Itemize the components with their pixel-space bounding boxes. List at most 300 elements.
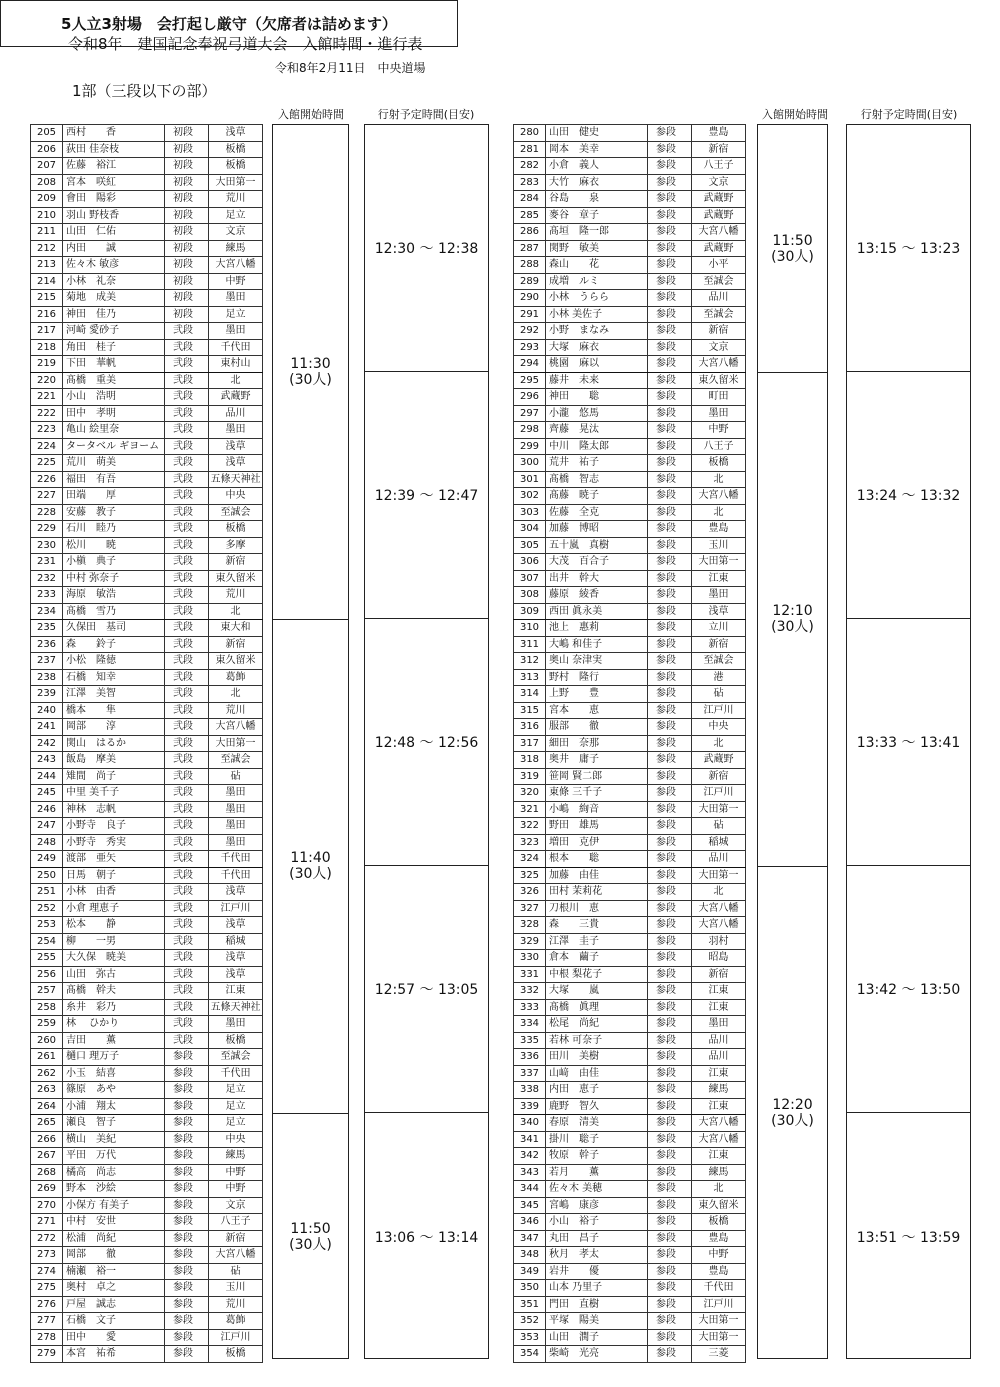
club: 文京 (209, 1197, 263, 1214)
club: 北 (209, 686, 263, 703)
table-row (31, 603, 263, 620)
table-row (31, 1214, 263, 1231)
table-row (31, 1164, 263, 1181)
rank: 弐段 (165, 884, 209, 901)
table-row (31, 653, 263, 670)
archer-name: 菊地 成美 (63, 290, 165, 307)
club: 板橋 (692, 1214, 746, 1231)
archer-name: 森山 花 (546, 257, 648, 274)
entry-number: 216 (31, 306, 63, 323)
entry-number: 317 (514, 735, 546, 752)
club: 品川 (692, 290, 746, 307)
club: 練馬 (209, 240, 263, 257)
table-row (514, 1296, 746, 1313)
club: 中野 (692, 1247, 746, 1264)
entry-header-right: 入館開始時間 (762, 108, 828, 121)
roster-table-right (513, 124, 746, 1363)
rank: 参段 (648, 372, 692, 389)
table-row (31, 1197, 263, 1214)
rank: 参段 (165, 1148, 209, 1165)
archer-name: 岡部 徹 (63, 1247, 165, 1264)
rank: 参段 (648, 785, 692, 802)
rank: 弐段 (165, 455, 209, 472)
archer-name: 宮本 咲紅 (63, 174, 165, 191)
archer-name: 松浦 尚紀 (63, 1230, 165, 1247)
entry-number: 236 (31, 636, 63, 653)
archer-name: 野田 雄馬 (546, 818, 648, 835)
table-row (514, 966, 746, 983)
club: 武蔵野 (692, 240, 746, 257)
entry-divider (273, 1113, 348, 1114)
rank: 参段 (648, 1181, 692, 1198)
rank: 参段 (648, 1098, 692, 1115)
club: 新宿 (692, 768, 746, 785)
entry-number: 301 (514, 471, 546, 488)
archer-name: 小嶋 絢音 (546, 801, 648, 818)
entry-number: 318 (514, 752, 546, 769)
archer-name: 藤井 未来 (546, 372, 648, 389)
rank: 参段 (648, 273, 692, 290)
archer-name: 髙垣 隆一郎 (546, 224, 648, 241)
entry-number: 313 (514, 669, 546, 686)
entry-number: 345 (514, 1197, 546, 1214)
entry-number: 246 (31, 801, 63, 818)
rank: 弐段 (165, 702, 209, 719)
archer-name: 岩井 優 (546, 1263, 648, 1280)
club: 至誠会 (209, 752, 263, 769)
archer-name: 大塚 麻衣 (546, 339, 648, 356)
table-row (514, 405, 746, 422)
rank: 参段 (648, 1032, 692, 1049)
rank: 参段 (648, 422, 692, 439)
club: 至誠会 (209, 504, 263, 521)
entry-divider (273, 619, 348, 620)
club: 足立 (209, 1115, 263, 1132)
club: 至誠会 (692, 273, 746, 290)
rank: 弐段 (165, 966, 209, 983)
archer-name: 門田 直樹 (546, 1296, 648, 1313)
archer-name: 山田 弥古 (63, 966, 165, 983)
rank: 初段 (165, 240, 209, 257)
entry-number: 274 (31, 1263, 63, 1280)
table-row (514, 1230, 746, 1247)
club: 板橋 (692, 455, 746, 472)
club: 東大和 (209, 620, 263, 637)
club: 千代田 (209, 1065, 263, 1082)
entry-number: 209 (31, 191, 63, 208)
archer-name: 中里 美千子 (63, 785, 165, 802)
club: 新宿 (209, 636, 263, 653)
rank: 参段 (648, 240, 692, 257)
entry-number: 305 (514, 537, 546, 554)
rank: 初段 (165, 306, 209, 323)
club: 江東 (692, 983, 746, 1000)
rank: 初段 (165, 290, 209, 307)
rank: 参段 (648, 735, 692, 752)
table-row (31, 1049, 263, 1066)
club: 葛飾 (209, 669, 263, 686)
rank: 参段 (165, 1049, 209, 1066)
rank: 参段 (648, 207, 692, 224)
archer-name: 橋本 隼 (63, 702, 165, 719)
entry-number: 242 (31, 735, 63, 752)
archer-name: 谷島 泉 (546, 191, 648, 208)
table-row (31, 273, 263, 290)
table-row (514, 1098, 746, 1115)
table-row (514, 735, 746, 752)
rank: 弐段 (165, 521, 209, 538)
entry-number: 230 (31, 537, 63, 554)
club: 板橋 (209, 1032, 263, 1049)
entry-number: 250 (31, 867, 63, 884)
table-row (514, 686, 746, 703)
rank: 参段 (648, 702, 692, 719)
table-row (31, 422, 263, 439)
archer-name: 篠原 あや (63, 1082, 165, 1099)
entry-number: 277 (31, 1313, 63, 1330)
table-row (514, 554, 746, 571)
entry-number: 311 (514, 636, 546, 653)
rank: 弐段 (165, 933, 209, 950)
club: 大田第一 (692, 554, 746, 571)
shoot-time: 12:48 ～ 12:56 (374, 735, 479, 752)
table-row (514, 125, 746, 142)
rank: 弐段 (165, 636, 209, 653)
rank: 参段 (648, 1049, 692, 1066)
table-row (31, 372, 263, 389)
archer-name: 掛川 聡子 (546, 1131, 648, 1148)
table-row (514, 669, 746, 686)
archer-name: 小瀧 悠馬 (546, 405, 648, 422)
table-row (31, 669, 263, 686)
club: 練馬 (209, 1148, 263, 1165)
archer-name: 日馬 朝子 (63, 867, 165, 884)
table-row (514, 422, 746, 439)
rank: 参段 (165, 1115, 209, 1132)
entry-number: 225 (31, 455, 63, 472)
archer-name: 中村 安世 (63, 1214, 165, 1231)
archer-name: 若林 可奈子 (546, 1032, 648, 1049)
archer-name: 小倉 義人 (546, 158, 648, 175)
rank: 参段 (165, 1197, 209, 1214)
rank: 弐段 (165, 471, 209, 488)
entry-number: 260 (31, 1032, 63, 1049)
rank: 弐段 (165, 818, 209, 835)
rank: 参段 (165, 1263, 209, 1280)
rank: 弐段 (165, 801, 209, 818)
shoot-time-block (847, 619, 970, 866)
shoot-column-right (846, 124, 971, 1359)
entry-number: 227 (31, 488, 63, 505)
club: 北 (209, 603, 263, 620)
table-row (31, 785, 263, 802)
table-row (514, 1197, 746, 1214)
rank: 参段 (648, 950, 692, 967)
entry-number: 309 (514, 603, 546, 620)
club: 浅草 (209, 966, 263, 983)
entry-number: 269 (31, 1181, 63, 1198)
entry-number: 341 (514, 1131, 546, 1148)
rank: 参段 (648, 686, 692, 703)
entry-number: 247 (31, 818, 63, 835)
entry-number: 326 (514, 884, 546, 901)
rank: 参段 (648, 933, 692, 950)
club: 文京 (209, 224, 263, 241)
rank: 参段 (165, 1247, 209, 1264)
table-row (514, 1263, 746, 1280)
rank: 参段 (648, 1247, 692, 1264)
club: 大田第一 (209, 735, 263, 752)
club: 千代田 (692, 1280, 746, 1297)
archer-name: 福田 有吾 (63, 471, 165, 488)
table-row (514, 851, 746, 868)
rank: 弐段 (165, 405, 209, 422)
club: 三菱 (692, 1346, 746, 1363)
table-row (514, 339, 746, 356)
archer-name: 春原 清美 (546, 1115, 648, 1132)
entry-number: 263 (31, 1082, 63, 1099)
table-row (31, 1313, 263, 1330)
archer-name: 麥谷 章子 (546, 207, 648, 224)
table-row (31, 1032, 263, 1049)
shoot-time: 12:30 ～ 12:38 (374, 241, 479, 258)
table-row (31, 290, 263, 307)
club: 東村山 (209, 356, 263, 373)
club: 文京 (692, 339, 746, 356)
club: 大宮八幡 (209, 257, 263, 274)
entry-count: (30人) (289, 866, 332, 883)
archer-name: 岡本 美幸 (546, 141, 648, 158)
club: 品川 (692, 851, 746, 868)
club: 豊島 (692, 1230, 746, 1247)
archer-name: 丸田 昌子 (546, 1230, 648, 1247)
archer-name: 本宮 祐希 (63, 1346, 165, 1363)
entry-number: 335 (514, 1032, 546, 1049)
table-row (514, 1164, 746, 1181)
entry-number: 257 (31, 983, 63, 1000)
table-row (514, 224, 746, 241)
archer-name: 柴崎 光亮 (546, 1346, 648, 1363)
archer-name: 小保方 有美子 (63, 1197, 165, 1214)
club: 大宮八幡 (692, 1115, 746, 1132)
shoot-time: 13:06 ～ 13:14 (374, 1229, 479, 1246)
entry-number: 223 (31, 422, 63, 439)
entry-number: 220 (31, 372, 63, 389)
table-row (514, 273, 746, 290)
table-row (31, 1016, 263, 1033)
rank: 参段 (648, 1197, 692, 1214)
rank: 参段 (648, 1214, 692, 1231)
table-row (31, 191, 263, 208)
table-row (31, 1346, 263, 1363)
rank: 参段 (648, 966, 692, 983)
entry-number: 297 (514, 405, 546, 422)
rank: 参段 (648, 471, 692, 488)
rank: 参段 (648, 653, 692, 670)
shoot-time: 13:42 ～ 13:50 (856, 982, 961, 999)
shoot-time-block (847, 866, 970, 1113)
archer-name: 五十嵐 真樹 (546, 537, 648, 554)
rank: 参段 (648, 620, 692, 637)
club: 墨田 (692, 587, 746, 604)
club: 東久留米 (209, 653, 263, 670)
archer-name: 池上 惠莉 (546, 620, 648, 637)
shoot-column-left (364, 124, 489, 1359)
entry-number: 229 (31, 521, 63, 538)
archer-name: 大塚 嵐 (546, 983, 648, 1000)
entry-number: 343 (514, 1164, 546, 1181)
archer-name: 笹岡 賢二郎 (546, 768, 648, 785)
club: 墨田 (209, 801, 263, 818)
table-row (31, 1115, 263, 1132)
table-row (31, 636, 263, 653)
entry-number: 322 (514, 818, 546, 835)
entry-count: (30人) (771, 619, 814, 636)
club: 練馬 (692, 1082, 746, 1099)
table-row (514, 702, 746, 719)
rank: 弐段 (165, 983, 209, 1000)
entry-number: 214 (31, 273, 63, 290)
entry-divider (758, 372, 827, 373)
club: 中野 (209, 1181, 263, 1198)
table-row (31, 768, 263, 785)
rank: 参段 (648, 768, 692, 785)
shoot-header-right: 行射予定時間(目安) (860, 108, 958, 121)
entry-number: 308 (514, 587, 546, 604)
entry-number: 275 (31, 1280, 63, 1297)
rank: 参段 (165, 1098, 209, 1115)
archer-name: 戸屋 誠志 (63, 1296, 165, 1313)
club: 武蔵野 (692, 752, 746, 769)
archer-name: 西村 香 (63, 125, 165, 142)
entry-number: 221 (31, 389, 63, 406)
rank: 初段 (165, 174, 209, 191)
table-row (31, 570, 263, 587)
club: 文京 (692, 174, 746, 191)
entry-number: 344 (514, 1181, 546, 1198)
club: 砧 (692, 686, 746, 703)
table-row (31, 867, 263, 884)
archer-name: 山﨑 由佳 (546, 1065, 648, 1082)
club: 大宮八幡 (692, 917, 746, 934)
entry-number: 226 (31, 471, 63, 488)
entry-number: 349 (514, 1263, 546, 1280)
entry-time-block (758, 603, 827, 635)
rank: 参段 (165, 1280, 209, 1297)
archer-name: 江澤 圭子 (546, 933, 648, 950)
archer-name: 桃園 麻以 (546, 356, 648, 373)
club: 板橋 (209, 141, 263, 158)
table-row (31, 339, 263, 356)
rank: 参段 (648, 1296, 692, 1313)
archer-name: 西田 眞永美 (546, 603, 648, 620)
table-row (31, 900, 263, 917)
rank: 参段 (648, 306, 692, 323)
club: 昭島 (692, 950, 746, 967)
table-row (31, 818, 263, 835)
rank: 参段 (648, 636, 692, 653)
archer-name: 鹿野 智久 (546, 1098, 648, 1115)
entry-number: 272 (31, 1230, 63, 1247)
table-row (514, 587, 746, 604)
club: 中野 (692, 422, 746, 439)
table-row (31, 488, 263, 505)
rank: 弐段 (165, 554, 209, 571)
entry-number: 354 (514, 1346, 546, 1363)
archer-name: 小松 隆徳 (63, 653, 165, 670)
entry-time: 12:10 (772, 603, 813, 620)
club: 砧 (692, 818, 746, 835)
archer-name: 橘高 尚志 (63, 1164, 165, 1181)
rank: 参段 (648, 141, 692, 158)
archer-name: 吉田 薫 (63, 1032, 165, 1049)
table-row (31, 174, 263, 191)
archer-name: 奥井 庸子 (546, 752, 648, 769)
archer-name: 瀬良 智子 (63, 1115, 165, 1132)
rank: 参段 (648, 488, 692, 505)
rank: 参段 (648, 818, 692, 835)
table-row (31, 521, 263, 538)
club: 多摩 (209, 537, 263, 554)
entry-number: 303 (514, 504, 546, 521)
rank: 弐段 (165, 504, 209, 521)
shoot-time-block (847, 125, 970, 372)
entry-number: 215 (31, 290, 63, 307)
rank: 弐段 (165, 768, 209, 785)
table-row (31, 1280, 263, 1297)
club: 墨田 (209, 834, 263, 851)
entry-number: 207 (31, 158, 63, 175)
entry-number: 327 (514, 900, 546, 917)
entry-number: 267 (31, 1148, 63, 1165)
table-row (31, 719, 263, 736)
archer-name: 河崎 愛砂子 (63, 323, 165, 340)
rank: 参段 (648, 1131, 692, 1148)
club: 大田第一 (692, 1329, 746, 1346)
rank: 弐段 (165, 323, 209, 340)
entry-number: 334 (514, 1016, 546, 1033)
rank: 参段 (165, 1181, 209, 1198)
entry-number: 240 (31, 702, 63, 719)
rank: 弐段 (165, 950, 209, 967)
rank: 弐段 (165, 587, 209, 604)
archer-name: 加藤 由佳 (546, 867, 648, 884)
club: 練馬 (692, 1164, 746, 1181)
shoot-time: 13:51 ～ 13:59 (856, 1229, 961, 1246)
entry-count: (30人) (289, 372, 332, 389)
table-row (514, 653, 746, 670)
table-row (514, 207, 746, 224)
table-row (31, 1065, 263, 1082)
rank: 参段 (648, 570, 692, 587)
table-row (31, 735, 263, 752)
club: 墨田 (209, 785, 263, 802)
rank: 初段 (165, 257, 209, 274)
entry-number: 325 (514, 867, 546, 884)
table-row (31, 1263, 263, 1280)
entry-number: 245 (31, 785, 63, 802)
table-row (514, 306, 746, 323)
rank: 参段 (648, 356, 692, 373)
rank: 弐段 (165, 356, 209, 373)
table-row (514, 174, 746, 191)
table-row (31, 834, 263, 851)
club: 稲城 (209, 933, 263, 950)
rank: 参段 (165, 1313, 209, 1330)
club: 板橋 (209, 158, 263, 175)
club: 江東 (692, 1098, 746, 1115)
archer-name: 楠瀬 裕一 (63, 1263, 165, 1280)
